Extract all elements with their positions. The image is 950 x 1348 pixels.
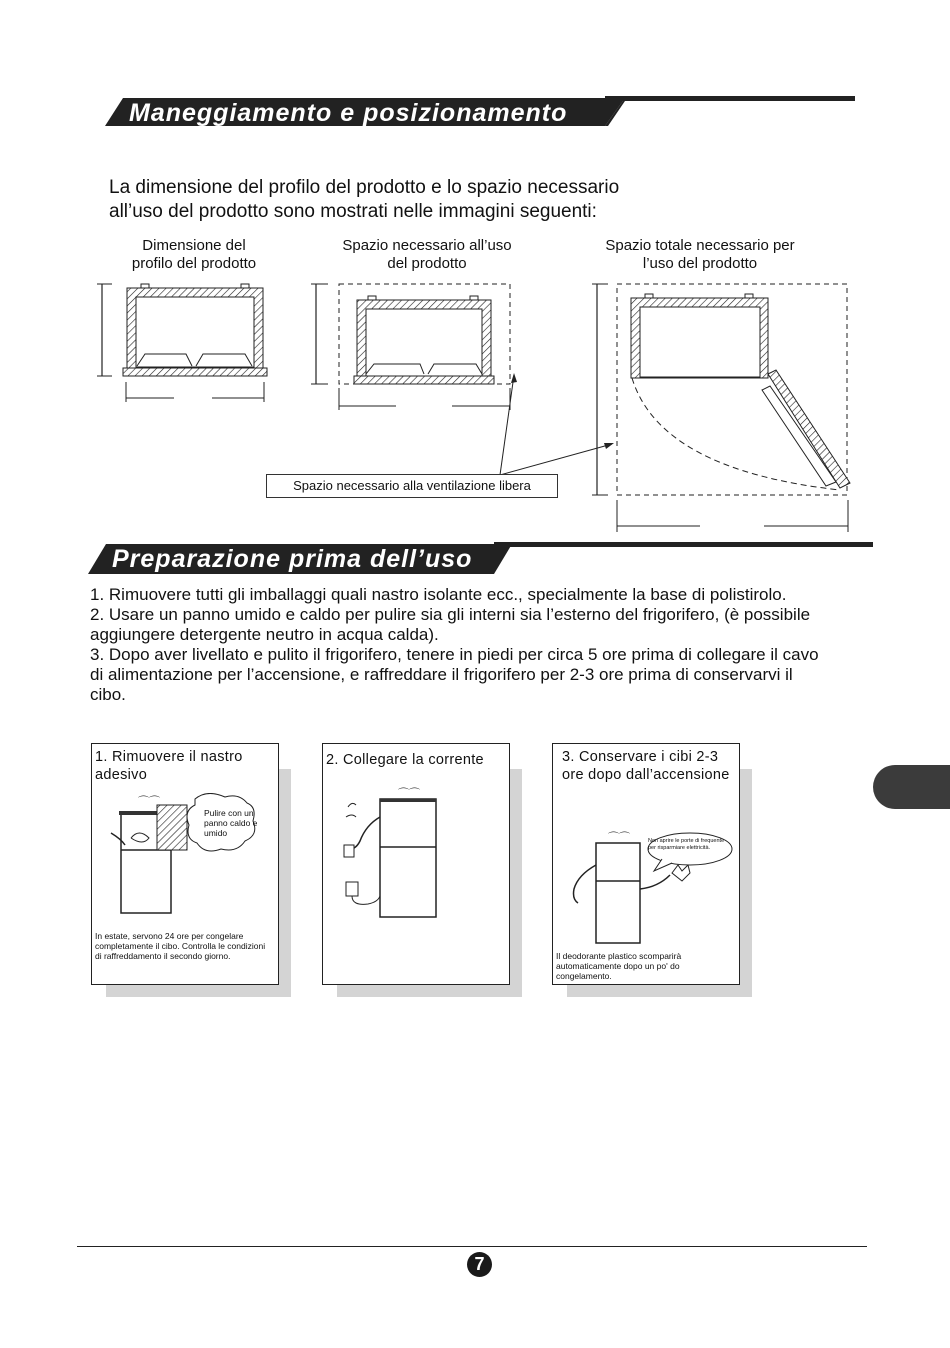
fridge-total-space-diagram [592, 284, 850, 532]
caption-line: del prodotto [387, 255, 467, 272]
dimension-diagrams [0, 270, 950, 540]
page-number: 7 [467, 1252, 492, 1277]
caption-line: Spazio totale necessario per [605, 237, 795, 254]
card-title: 2. Collegare la corrente [326, 752, 484, 768]
caption-line: profilo del prodotto [131, 255, 257, 272]
intro-line-1: La dimensione del profilo del prodotto e lo spazio necessario [109, 177, 620, 198]
step-card-remove-tape [91, 743, 279, 985]
figure-caption-profile [108, 237, 280, 273]
footer-rule [77, 1246, 867, 1247]
card-title: 1. Rimuovere il nastro adesivo [95, 749, 243, 783]
step-card-plug-in [322, 743, 510, 985]
bubble-text: Pulire con un panno caldo e umido [204, 808, 258, 838]
card-title: 3. Conservare i cibi 2-3 ore dopo dall’accensione [562, 749, 730, 783]
section-banner-handling [105, 96, 855, 130]
figure-caption-total-space [580, 237, 820, 273]
step-card-store-food [552, 743, 740, 985]
fridge-use-space-diagram [311, 284, 614, 475]
step-2: 2. Usare un panno umido e caldo per pulire sia gli interni sia l’esterno del frigorifero, (è possibile aggiungere detergente neutro in acqua calda). [90, 605, 811, 644]
intro-text [109, 176, 749, 224]
section-title: Preparazione prima dell’uso [112, 545, 473, 573]
caption-line: Spazio necessario all’uso [342, 237, 512, 254]
step-3: 3. Dopo aver livellato e pulito il frigorifero, tenere in piedi per circa 5 ore prima di collegare il cavo di alimentazione per l’accensione, e raffreddare il frigorifero per 2-3 ore prima di conservarvi il cibo. [90, 645, 819, 704]
intro-line-2: all’uso del prodotto sono mostrati nelle immagini seguenti: [109, 201, 597, 222]
caption-line: l’uso del prodotto [642, 255, 758, 272]
chapter-tab [873, 765, 950, 809]
preparation-steps [90, 585, 825, 705]
caption-line: Dimensione del [142, 237, 246, 254]
step-1: 1. Rimuovere tutti gli imballaggi quali nastro isolante ecc., specialmente la base di polistirolo. [90, 585, 787, 604]
section-title: Maneggiamento e posizionamento [129, 99, 568, 127]
card-note: Il deodorante plastico scomparirà automaticamente dopo un po' do congelamento. [556, 951, 682, 981]
svg-text:⌒⌒: ⌒⌒ [138, 795, 160, 808]
svg-text:⌒⌒: ⌒⌒ [608, 831, 630, 844]
ventilation-space-label: Spazio necessario alla ventilazione libera [266, 474, 558, 498]
card-note: In estate, servono 24 ore per congelare completamente il cibo. Controlla le condizioni di raffreddamento il secondo giorno. [95, 931, 266, 961]
svg-text:⌒⌒: ⌒⌒ [398, 787, 420, 800]
bubble-text: Non aprire le porte di frequente per risparmiare elettricità. [648, 838, 725, 851]
fridge-plug-illustration [340, 787, 490, 922]
figure-caption-use-space [318, 237, 536, 273]
fridge-profile-diagram [97, 284, 267, 402]
section-banner-preparation [88, 542, 873, 576]
